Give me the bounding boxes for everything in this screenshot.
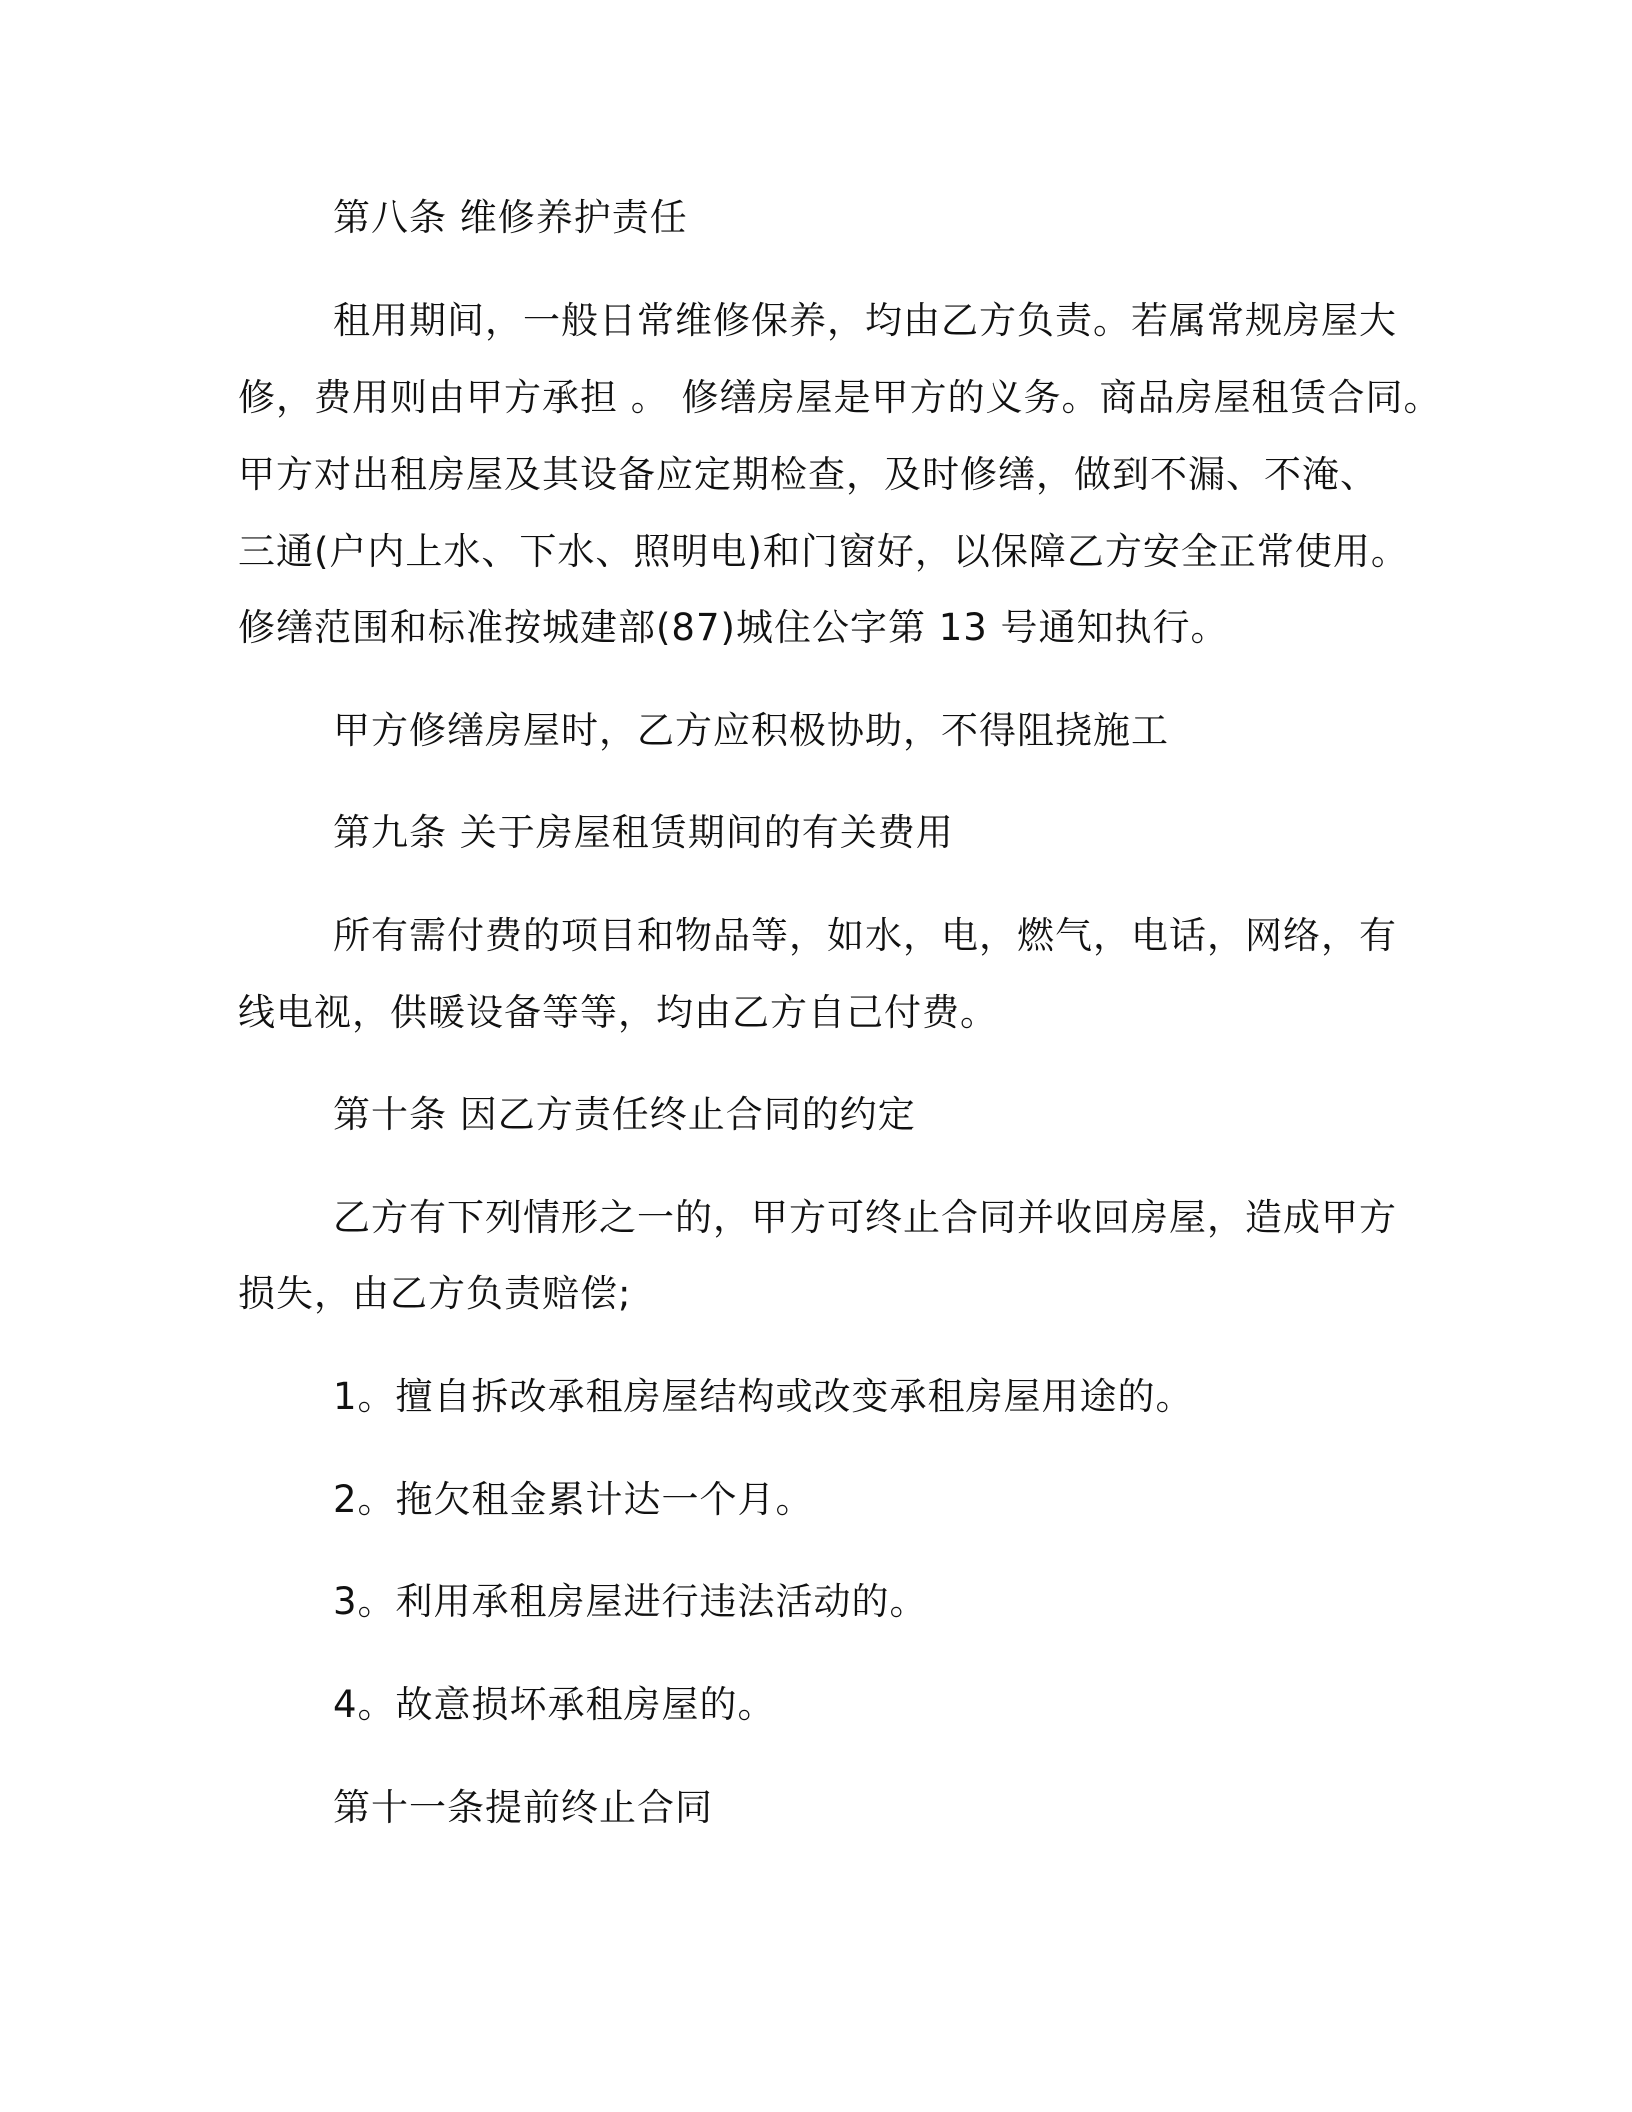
article-9-para-line-1: 所有需付费的项目和物品等，如水，电，燃气，电话，网络，有: [333, 914, 1397, 957]
article-8-para-1-line-1: 租用期间，一般日常维修保养，均由乙方负责。若属常规房屋大: [333, 299, 1397, 342]
article-10-para-line-2: 损失，由乙方负责赔偿;: [238, 1272, 632, 1315]
article-8-para-1-line-5: 修缮范围和标准按城建部(87)城住公字第 13 号通知执行。: [238, 606, 1229, 649]
article-8-para-1-line-2: 修，费用则由甲方承担 。 修缮房屋是甲方的义务。商品房屋租赁合同。: [238, 376, 1442, 419]
article-9-heading: 第九条 关于房屋租赁期间的有关费用: [333, 811, 954, 854]
list-item: 3。利用承租房屋进行违法活动的。: [333, 1580, 928, 1623]
article-8-para-1-line-4: 三通(户内上水、下水、照明电)和门窗好，以保障乙方安全正常使用。: [238, 530, 1409, 573]
article-10-heading: 第十条 因乙方责任终止合同的约定: [333, 1093, 916, 1136]
article-9-para-line-2: 线电视，供暖设备等等，均由乙方自己付费。: [238, 991, 998, 1034]
article-10-para-line-1: 乙方有下列情形之一的，甲方可终止合同并收回房屋，造成甲方: [333, 1196, 1397, 1239]
article-8-heading: 第八条 维修养护责任: [333, 196, 688, 239]
article-11-heading: 第十一条提前终止合同: [333, 1786, 713, 1829]
article-8-para-2: 甲方修缮房屋时，乙方应积极协助，不得阻挠施工: [333, 709, 1169, 752]
list-item: 1。擅自拆改承租房屋结构或改变承租房屋用途的。: [333, 1375, 1194, 1418]
article-8-para-1-line-3: 甲方对出租房屋及其设备应定期检查，及时修缮，做到不漏、不淹、: [238, 453, 1378, 496]
list-item: 2。拖欠租金累计达一个月。: [333, 1478, 814, 1521]
list-item: 4。故意损坏承租房屋的。: [333, 1683, 776, 1726]
